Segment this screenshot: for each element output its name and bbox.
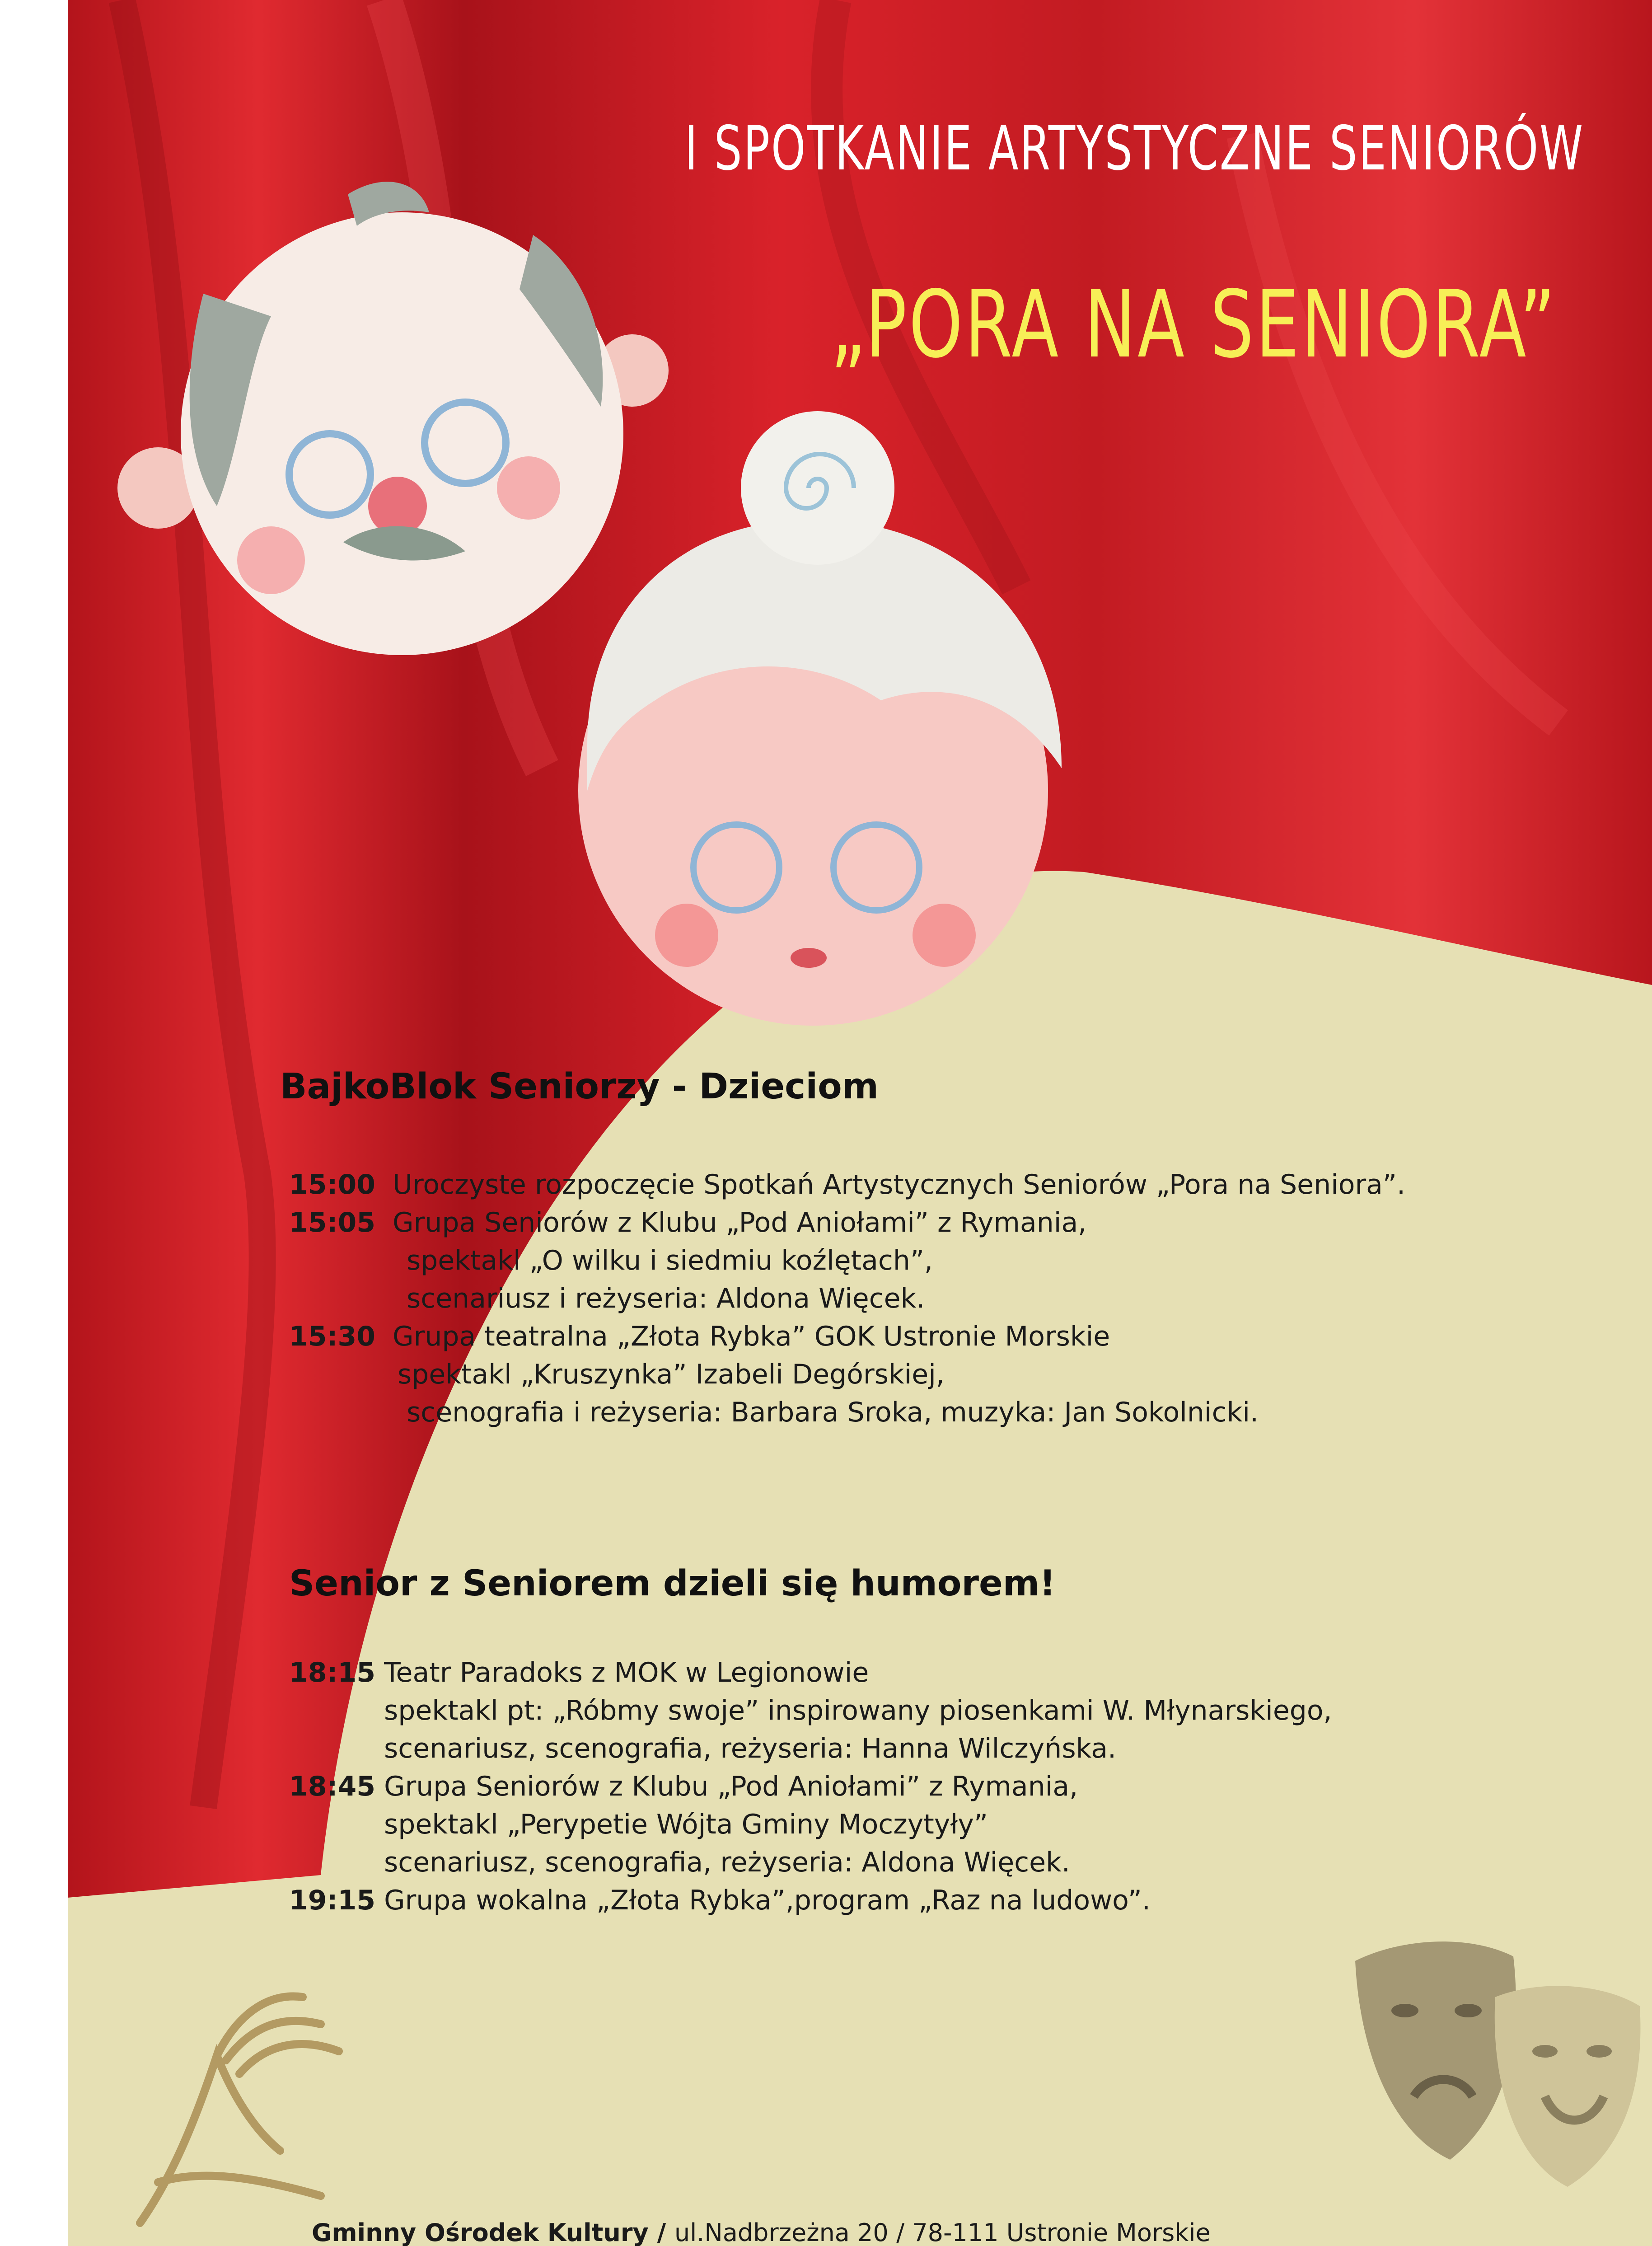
schedule-section-1 [289,1166,1405,1431]
schedule-text: Teatr Paradoks z MOK w Legionowie [384,1657,869,1688]
schedule-row [289,1881,1332,1919]
event-subtitle: „PORA NA SENIORA” [830,271,1557,379]
section-title-humor: Senior z Seniorem dzieli się humorem! [289,1563,1056,1604]
schedule-text: scenografia i reżyseria: Barbara Sroka, muzyka: Jan Sokolnicki. [407,1397,1259,1428]
schedule-row [289,1318,1405,1355]
schedule-time: 18:45 [289,1771,375,1802]
schedule-text: Uroczyste rozpoczęcie Spotkań Artystycznych Seniorów „Pora na Seniora”. [393,1169,1406,1200]
schedule-row [289,1393,1405,1431]
schedule-text: scenariusz i reżyseria: Aldona Więcek. [407,1283,925,1314]
schedule-time: 18:15 [289,1657,375,1688]
schedule-text: spektakl „Perypetie Wójta Gminy Moczytyły” [384,1809,988,1840]
schedule-text: spektakl pt: „Róbmy swoje” inspirowany piosenkami W. Młynarskiego, [384,1695,1332,1726]
schedule-row [289,1242,1405,1280]
schedule-text: Grupa Seniorów z Klubu „Pod Aniołami” z Rymania, [384,1771,1078,1802]
schedule-row [289,1280,1405,1318]
schedule-row [289,1204,1405,1242]
schedule-row [289,1692,1332,1730]
schedule-text: Grupa teatralna „Złota Rybka” GOK Ustronie Morskie [393,1321,1110,1352]
schedule-text: Grupa Seniorów z Klubu „Pod Aniołami” z Rymania, [393,1207,1087,1238]
schedule-time: 15:30 [289,1321,375,1352]
poster [68,0,1652,2246]
schedule-row [289,1805,1332,1843]
schedule-text: Grupa wokalna „Złota Rybka”,program „Raz na ludowo”. [384,1885,1151,1916]
theatre-masks-icon [1355,1941,1640,2187]
grandma-illustration [578,411,1062,1026]
schedule-time: 15:00 [289,1169,375,1200]
schedule-row [289,1730,1332,1768]
footer-separator: / [888,2218,913,2246]
schedule-text: scenariusz, scenografia, reżyseria: Aldona Więcek. [384,1847,1070,1878]
section-title-bajkoblok: BajkoBlok Seniorzy - Dzieciom [280,1066,879,1107]
schedule-text: spektakl „O wilku i siedmiu koźlętach”, [407,1245,933,1276]
footer-street: ul.Nadbrzeżna 20 [674,2218,889,2246]
schedule-row [289,1166,1405,1204]
schedule-time: 19:15 [289,1885,375,1916]
schedule-text: spektakl „Kruszynka” Izabeli Degórskiej, [398,1359,945,1390]
schedule-row [289,1355,1405,1393]
schedule-text: scenariusz, scenografia, reżyseria: Hanna Wilczyńska. [384,1733,1117,1764]
grandpa-illustration [117,182,669,655]
footer-org: Gminny Ośrodek Kultury [312,2218,649,2246]
schedule-section-2 [289,1654,1332,1919]
schedule-time: 15:05 [289,1207,375,1238]
footer-separator: / [648,2218,675,2246]
footer-city: 78-111 Ustronie Morskie [912,2218,1211,2246]
schedule-row [289,1654,1332,1692]
schedule-row [289,1843,1332,1881]
footer-address [312,2218,1211,2246]
event-title: I SPOTKANIE ARTYSTYCZNE SENIORÓW [684,113,1584,184]
schedule-row [289,1768,1332,1805]
gok-logo [140,1997,339,2223]
